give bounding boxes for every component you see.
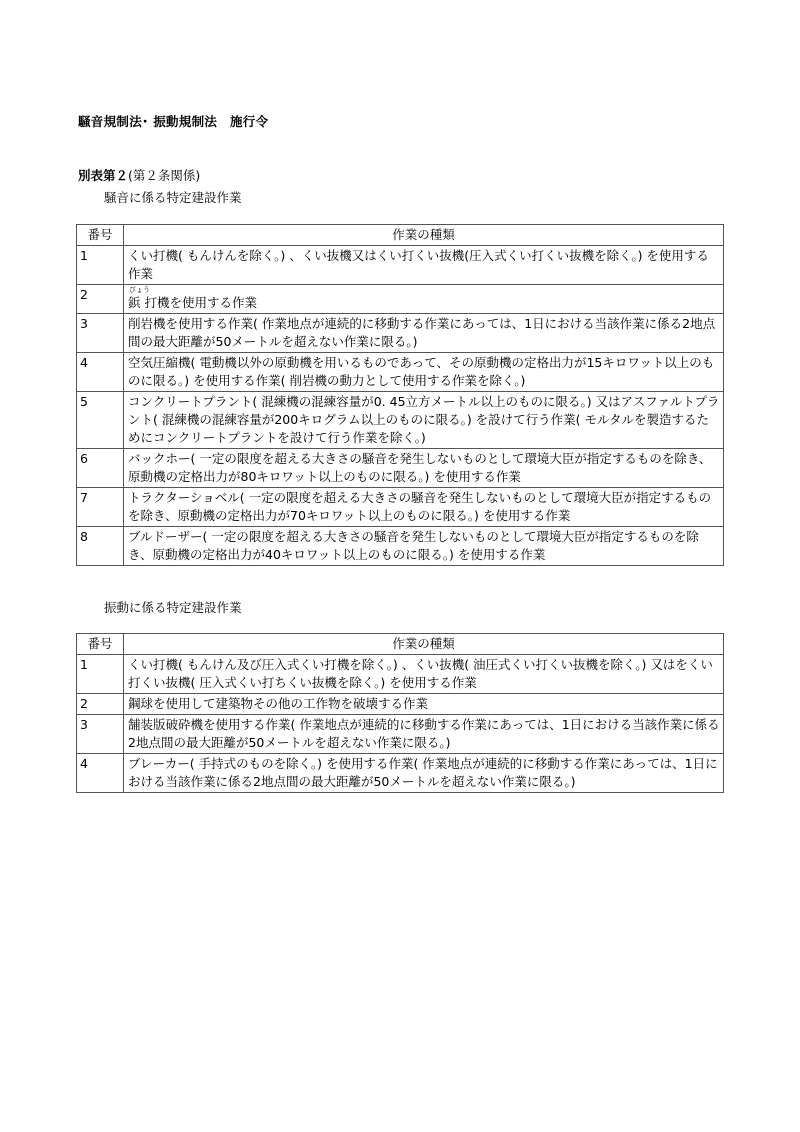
row-number: 6 xyxy=(77,449,124,488)
number-column-header: 番号 xyxy=(77,634,124,655)
furigana-reading: びょう xyxy=(129,286,150,294)
row-description: バックホー( 一定の限度を超える大きさの騒音を発生しないものとして環境大臣が指定するものを除き、原動機の定格出力が80キロワット以上のものに限る。) を使用する作業 xyxy=(124,449,724,488)
appendix-reference: (第２条関係) xyxy=(128,168,201,183)
row-number: 2 xyxy=(77,285,124,314)
table-header-row xyxy=(77,634,724,655)
table-row xyxy=(77,353,724,392)
row-description: 鋼球を使用して建築物その他の工作物を破壊する作業 xyxy=(124,694,724,715)
row-number: 4 xyxy=(77,754,124,793)
table-row xyxy=(77,449,724,488)
vibration-works-table xyxy=(76,633,724,793)
appendix-label: 別表第２ xyxy=(78,168,129,183)
table-header-row xyxy=(77,225,724,246)
table-row xyxy=(77,527,724,566)
row-description: くい打機( もんけんを除く。) 、くい抜機又はくい打くい抜機(圧入式くい打くい抜機を除く。) を使用する作業 xyxy=(124,246,724,285)
noise-section-title: 騒音に係る特定建設作業 xyxy=(104,190,242,205)
row-description: くい打機( もんけん及び圧入式くい打機を除く。) 、くい抜機( 油圧式くい打くい抜機を除く。) 又はをくい打くい抜機( 圧入式くい打ちくい抜機を除く。) を使用する作業 xyxy=(124,655,724,694)
row-text: 鋲 打機を使用する作業 xyxy=(128,295,257,310)
vibration-section-title: 振動に係る特定建設作業 xyxy=(104,600,242,615)
row-number: 1 xyxy=(77,246,124,285)
table-row xyxy=(77,314,724,353)
table-row xyxy=(77,392,724,449)
row-description: 舗装版破砕機を使用する作業( 作業地点が連続的に移動する作業にあっては、1日における当該作業に係る2地点間の最大距離が50メートルを超えない作業に限る。) xyxy=(124,715,724,754)
table-row xyxy=(77,655,724,694)
row-number: 5 xyxy=(77,392,124,449)
row-description xyxy=(124,285,724,314)
table-row xyxy=(77,488,724,527)
number-column-header: 番号 xyxy=(77,225,124,246)
kind-column-header: 作業の種類 xyxy=(124,634,724,655)
table-row xyxy=(77,754,724,793)
row-number: 7 xyxy=(77,488,124,527)
table-row xyxy=(77,715,724,754)
row-number: 2 xyxy=(77,694,124,715)
row-description: ブルドーザー( 一定の限度を超える大きさの騒音を発生しないものとして環境大臣が指定するものを除き、原動機の定格出力が40キロワット以上のものに限る。) を使用する作業 xyxy=(124,527,724,566)
row-description: 削岩機を使用する作業( 作業地点が連続的に移動する作業にあっては、1日における当該作業に係る2地点間の最大距離が50メートルを超えない作業に限る。) xyxy=(124,314,724,353)
row-description: 空気圧縮機( 電動機以外の原動機を用いるものであって、その原動機の定格出力が15キロワット以上のものに限る。) を使用する作業( 削岩機の動力として使用する作業を除く。) xyxy=(124,353,724,392)
row-description: コンクリートプラント( 混練機の混練容量が0. 45立方メートル以上のものに限る。) 又はアスファルトプラント( 混練機の混練容量が200キログラム以上のものに限る。) を設けて行う作業( モルタルを製造するためにコンクリートプラントを設けて行う作業を除く。) xyxy=(124,392,724,449)
row-description: ブレーカー( 手持式のものを除く。) を使用する作業( 作業地点が連続的に移動する作業にあっては、1日における当該作業に係る2地点間の最大距離が50メートルを超えない作業に限る。) xyxy=(124,754,724,793)
page-title: 騒音規制法･ 振動規制法 施行令 xyxy=(78,114,269,129)
row-number: 3 xyxy=(77,715,124,754)
kind-column-header: 作業の種類 xyxy=(124,225,724,246)
noise-works-table xyxy=(76,224,724,566)
row-number: 1 xyxy=(77,655,124,694)
table-row xyxy=(77,285,724,314)
row-description: トラクターショベル( 一定の限度を超える大きさの騒音を発生しないものとして環境大臣が指定するものを除き、原動機の定格出力が70キロワット以上のものに限る。) を使用する作業 xyxy=(124,488,724,527)
table-row xyxy=(77,246,724,285)
table-row xyxy=(77,694,724,715)
appendix-heading xyxy=(78,166,200,184)
row-number: 4 xyxy=(77,353,124,392)
row-number: 3 xyxy=(77,314,124,353)
row-number: 8 xyxy=(77,527,124,566)
